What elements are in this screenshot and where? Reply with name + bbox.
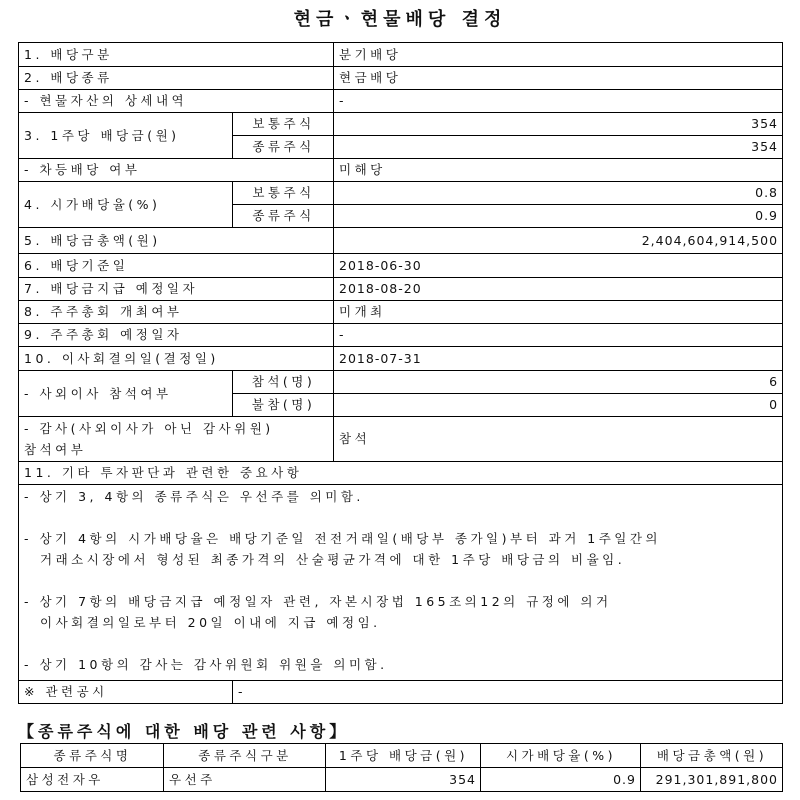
record-date-value: 2018-06-30	[334, 254, 783, 278]
column-header-yield: 시가배당율(%)	[481, 744, 641, 768]
common-share-dps-value: 354	[334, 113, 783, 136]
note-line: - 상기 10항의 감사는 감사위원회 위원을 의미함.	[24, 657, 388, 672]
note-item	[24, 591, 778, 633]
common-share-label: 보통주식	[233, 182, 334, 205]
note-line: - 상기 3, 4항의 종류주식은 우선주를 의미함.	[24, 489, 364, 504]
auditor-attendance-value: 참석	[334, 417, 783, 462]
agm-held-label: 8. 주주총회 개최여부	[19, 301, 334, 324]
dividend-type-value: 분기배당	[334, 43, 783, 67]
auditor-attendance-label-line: - 감사(사외이사가 아닌 감사위원)	[24, 421, 274, 436]
class-shares-body	[21, 744, 783, 792]
dividend-kind-label: 2. 배당종류	[19, 67, 334, 90]
agm-date-row	[19, 324, 783, 347]
absent-count-label: 불참(명)	[233, 394, 334, 417]
class-share-label: 종류주식	[233, 136, 334, 159]
note-line: - 상기 4항의 시가배당율은 배당기준일 전전거래일(배당부 종가일)부터 과거 1주일간의	[24, 531, 662, 546]
dividend-per-share-common-row	[19, 113, 783, 136]
page-title: 현금ㆍ현물배당 결정	[293, 9, 507, 30]
note-line: - 상기 7항의 배당금지급 예정일자 관련, 자본시장법 165조의12의 규정에 의거	[24, 594, 612, 609]
differential-dividend-row	[19, 159, 783, 182]
column-header-share-type: 종류주식구분	[164, 744, 326, 768]
total-dividend-label: 5. 배당금총액(원)	[19, 228, 334, 254]
payment-date-value: 2018-08-20	[334, 278, 783, 301]
auditor-attendance-label-line: 참석여부	[24, 442, 87, 457]
outside-directors-label: - 사외이사 참석여부	[19, 371, 233, 417]
related-disclosure-row	[19, 681, 783, 704]
note-line: 거래소시장에서 형성된 최종가격의 산술평균가격에 대한 1주당 배당금의 비율임.	[40, 552, 626, 567]
related-disclosure-value: -	[233, 681, 783, 704]
board-resolution-date-value: 2018-07-31	[334, 347, 783, 371]
dividend-decision-body	[19, 43, 783, 704]
share-type-cell: 우선주	[164, 768, 326, 792]
common-share-label: 보통주식	[233, 113, 334, 136]
column-header-share-name: 종류주식명	[21, 744, 164, 768]
record-date-row	[19, 254, 783, 278]
note-item	[24, 486, 778, 507]
dividend-decision-table	[18, 42, 783, 704]
agm-held-value: 미개최	[334, 301, 783, 324]
dps-cell: 354	[326, 768, 481, 792]
total-cell: 291,301,891,800	[641, 768, 783, 792]
table-header-row	[21, 744, 783, 768]
record-date-label: 6. 배당기준일	[19, 254, 334, 278]
column-header-total: 배당금총액(원)	[641, 744, 783, 768]
yield-cell: 0.9	[481, 768, 641, 792]
present-count-value: 6	[334, 371, 783, 394]
dividend-kind-row	[19, 67, 783, 90]
differential-dividend-value: 미해당	[334, 159, 783, 182]
dividend-type-label: 1. 배당구분	[19, 43, 334, 67]
other-matters-heading-row	[19, 462, 783, 485]
common-share-yield-value: 0.8	[334, 182, 783, 205]
other-matters-label: 11. 기타 투자판단과 관련한 중요사항	[19, 462, 783, 485]
board-resolution-date-label: 10. 이사회결의일(결정일)	[19, 347, 334, 371]
in-kind-asset-details-value: -	[334, 90, 783, 113]
total-dividend-row	[19, 228, 783, 254]
class-shares-table	[20, 743, 783, 792]
outside-directors-present-row	[19, 371, 783, 394]
absent-count-value: 0	[334, 394, 783, 417]
class-share-label: 종류주식	[233, 205, 334, 228]
auditor-attendance-label	[19, 417, 334, 462]
payment-date-label: 7. 배당금지급 예정일자	[19, 278, 334, 301]
share-name-cell: 삼성전자우	[21, 768, 164, 792]
related-disclosure-label: ※ 관련공시	[19, 681, 233, 704]
agm-date-label: 9. 주주총회 예정일자	[19, 324, 334, 347]
agm-date-value: -	[334, 324, 783, 347]
note-item	[24, 654, 778, 675]
payment-date-row	[19, 278, 783, 301]
total-dividend-value: 2,404,604,914,500	[334, 228, 783, 254]
present-count-label: 참석(명)	[233, 371, 334, 394]
in-kind-asset-details-row	[19, 90, 783, 113]
auditor-attendance-row	[19, 417, 783, 462]
column-header-dps: 1주당 배당금(원)	[326, 744, 481, 768]
note-item	[24, 528, 778, 570]
class-share-yield-value: 0.9	[334, 205, 783, 228]
board-resolution-date-row	[19, 347, 783, 371]
dividend-per-share-label: 3. 1주당 배당금(원)	[19, 113, 233, 159]
dividend-type-row	[19, 43, 783, 67]
in-kind-asset-details-label: - 현물자산의 상세내역	[19, 90, 334, 113]
class-share-dps-value: 354	[334, 136, 783, 159]
agm-held-row	[19, 301, 783, 324]
differential-dividend-label: - 차등배당 여부	[19, 159, 334, 182]
note-line: 이사회결의일로부터 20일 이내에 지급 예정임.	[40, 615, 381, 630]
other-matters-notes	[19, 485, 783, 681]
other-matters-notes-row	[19, 485, 783, 681]
dividend-yield-label: 4. 시가배당율(%)	[19, 182, 233, 228]
dividend-yield-common-row	[19, 182, 783, 205]
class-shares-heading: 【종류주식에 대한 배당 관련 사항】	[18, 722, 350, 741]
dividend-kind-value: 현금배당	[334, 67, 783, 90]
table-row	[21, 768, 783, 792]
